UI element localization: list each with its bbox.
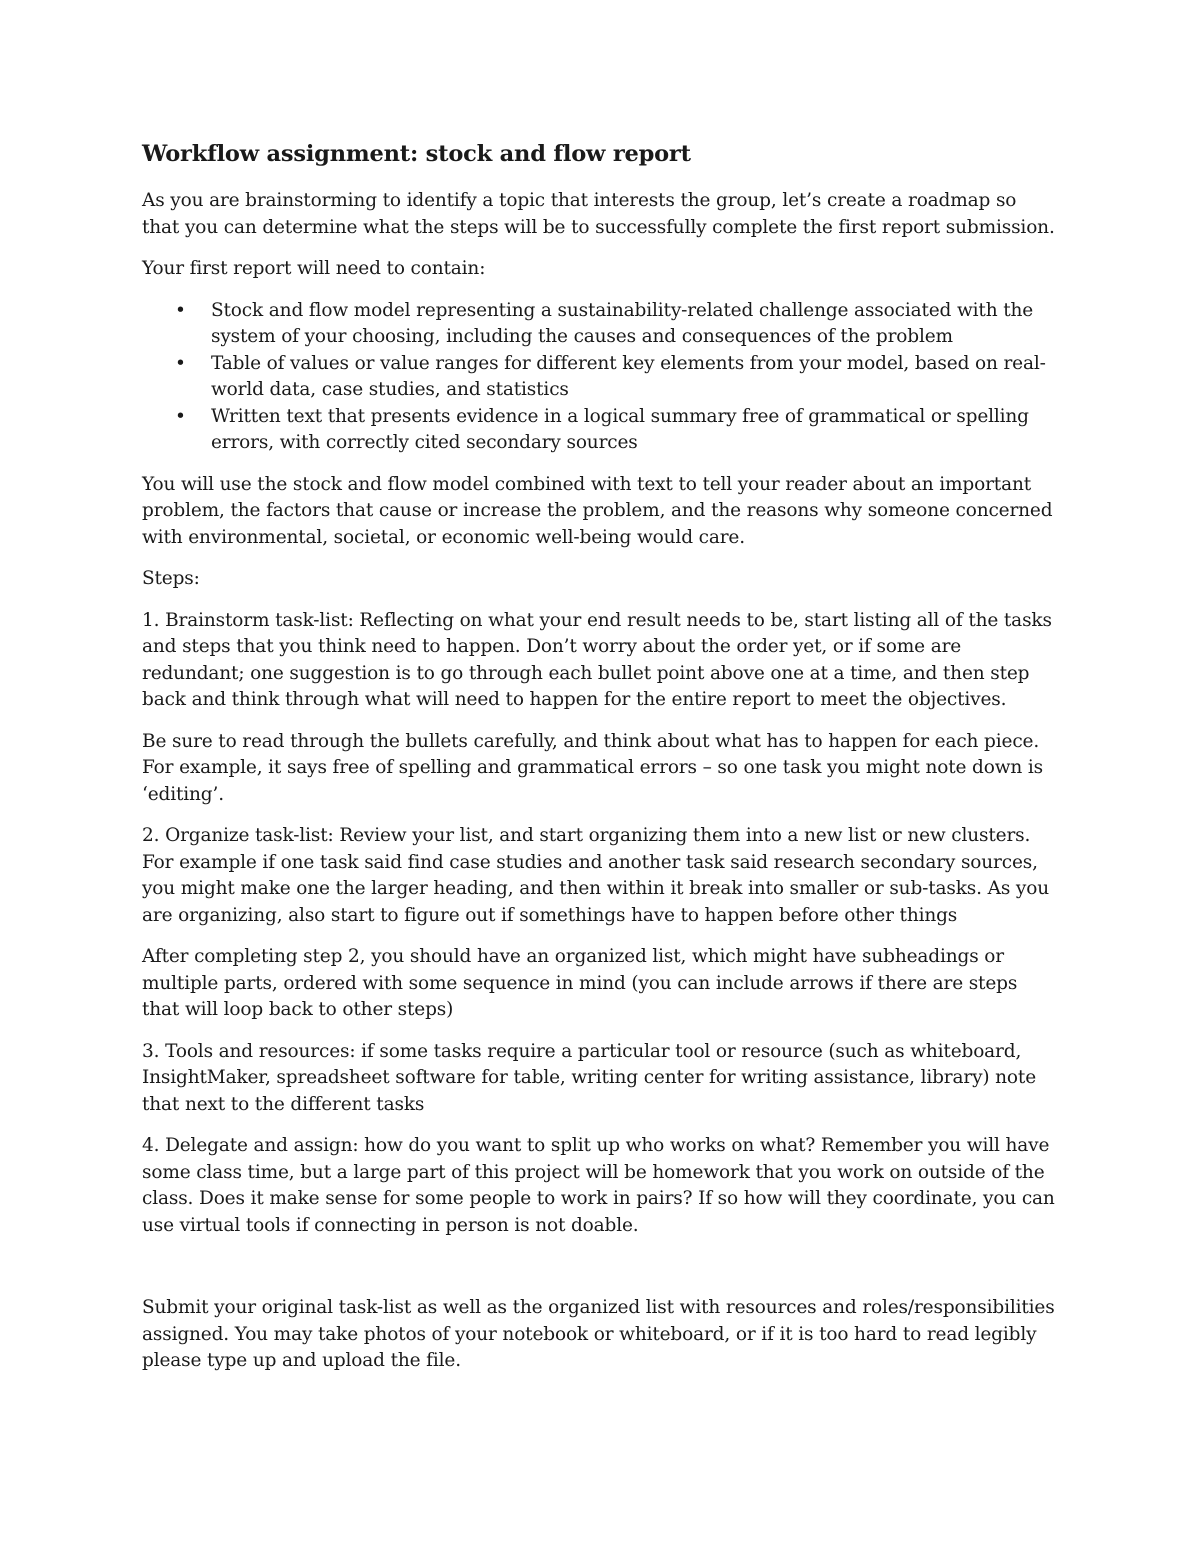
bullet-icon: •: [175, 299, 186, 321]
step-1-paragraph: 1. Brainstorm task-list: Reflecting on what your end result needs to be, start listing all of the tasks and steps that you think need to happen. Don’t worry about the order yet, or if some are redundant; one suggestion is to go through each bullet point above one at a time, and then step back and think through what will need to happen for the entire report to meet the objectives.: [142, 609, 1052, 710]
step-4-paragraph: 4. Delegate and assign: how do you want to split up who works on what? Remember you will have some class time, but a large part of this project will be homework that you work on outside of the class. Does it make sense for some people to work in pairs? If so how will they coordinate, you can use virtual tools if connecting in person is not doable.: [142, 1135, 1055, 1236]
contain-lead-paragraph: Your first report will need to contain:: [142, 258, 486, 279]
list-item: [142, 404, 1057, 457]
step-3-paragraph: 3. Tools and resources: if some tasks require a particular tool or resource (such as whiteboard, InsightMaker, spreadsheet software for table, writing center for writing assistance, library) note that next to the different tasks: [142, 1040, 1037, 1115]
list-item: [142, 298, 1057, 351]
bullet-icon: •: [175, 352, 186, 374]
list-item: [142, 351, 1057, 404]
list-item-text: Table of values or value ranges for different key elements from your model, based on real-world data, case studies, and statistics: [211, 352, 1046, 400]
intro-paragraph: As you are brainstorming to identify a topic that interests the group, let’s create a roadmap so that you can determine what the steps will be to successfully complete the first report submission.: [142, 190, 1055, 238]
bullet-icon: •: [175, 405, 186, 427]
step-2-note-paragraph: After completing step 2, you should have an organized list, which might have subheadings or multiple parts, ordered with some sequence in mind (you can include arrows if there are steps that will loop back to other steps): [142, 946, 1018, 1020]
blank-line: [142, 1254, 1057, 1295]
steps-heading: Steps:: [142, 568, 200, 589]
list-item-text: Stock and flow model representing a sustainability-related challenge associated with the system of your choosing, including the causes and consequences of the problem: [211, 299, 1034, 347]
model-use-paragraph: You will use the stock and flow model combined with text to tell your reader about an important problem, the factors that cause or increase the problem, and the reasons why someone concerned with environmental, societal, or economic well-being would care.: [142, 473, 1053, 548]
step-1-note-paragraph: Be sure to read through the bullets carefully, and think about what has to happen for each piece. For example, it says free of spelling and grammatical errors – so one task you might note down is ‘editing’.: [142, 730, 1044, 805]
list-item-text: Written text that presents evidence in a logical summary free of grammatical or spelling errors, with correctly cited secondary sources: [211, 405, 1029, 453]
document-title: Workflow assignment: stock and flow report: [142, 141, 691, 167]
step-2-paragraph: 2. Organize task-list: Review your list, and start organizing them into a new list or new clusters. For example if one task said find case studies and another task said research secondary sources, you might make one the larger heading, and then within it break into smaller or sub-tasks. As you are organizing, also start to figure out if somethings have to happen before other things: [142, 825, 1049, 926]
document-page: [142, 138, 1057, 1390]
requirements-list: [142, 298, 1057, 457]
submit-paragraph: Submit your original task-list as well as the organized list with resources and roles/responsibilities assigned. You may take photos of your notebook or whiteboard, or if it is too hard to read legibly please type up and upload the file.: [142, 1297, 1055, 1371]
